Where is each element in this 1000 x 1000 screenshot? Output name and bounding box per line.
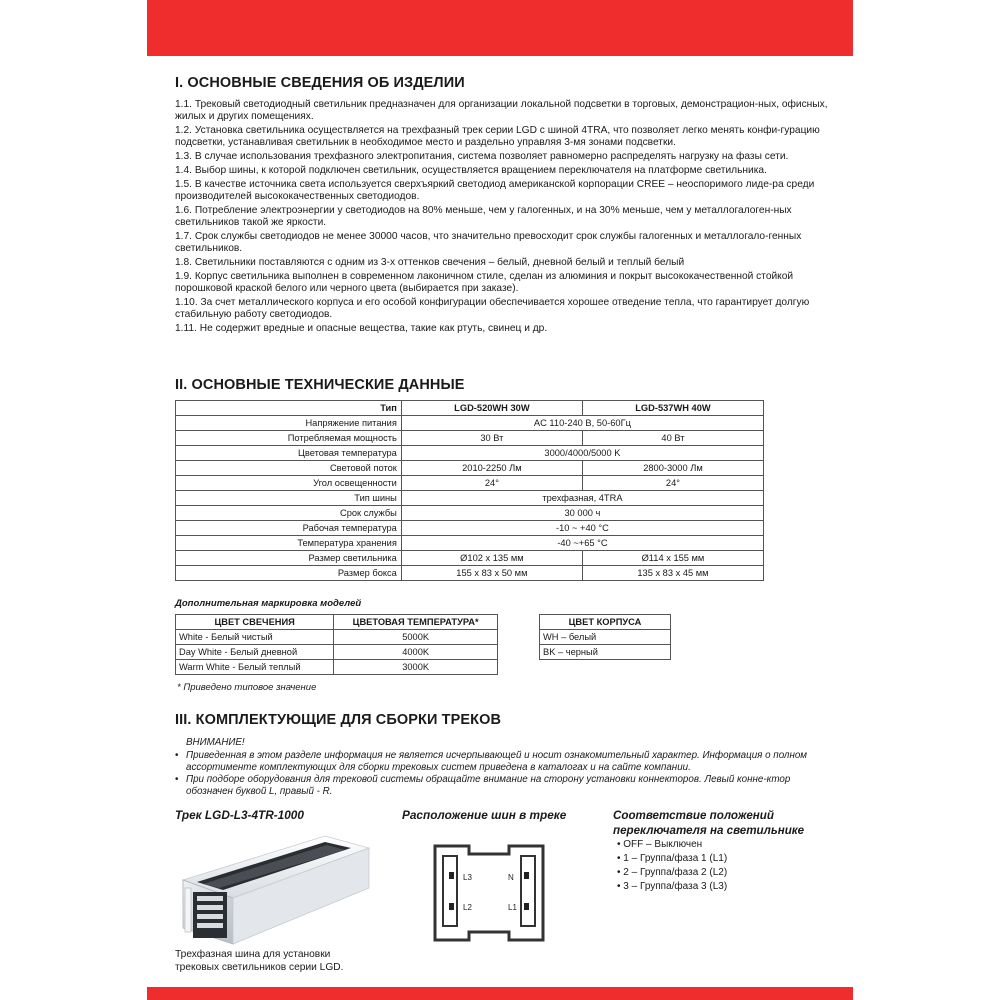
paragraph-1-5: 1.5. В качестве источника света используется сверхъяркий светодиод американской корпорации CREE – неоспоримого лиде-ра среди производителей высококачественных светодиодов. [175, 178, 815, 203]
bottom-red-band [147, 987, 853, 1000]
section1-title: I. ОСНОВНЫЕ СВЕДЕНИЯ ОБ ИЗДЕЛИИ [175, 75, 465, 91]
tech-row-label: Потребляемая мощность [176, 431, 402, 446]
positions-list [613, 838, 804, 894]
glow-header-row [176, 615, 498, 630]
tech-row-label: Размер светильника [176, 551, 402, 566]
glow-header-temperature: ЦВЕТОВАЯ ТЕМПЕРАТУРА* [334, 615, 498, 630]
glow-color-cell: Warm White - Белый теплый [176, 660, 334, 675]
glow-temperature-cell: 5000K [334, 630, 498, 645]
paragraph-1-9: 1.9. Корпус светильника выполнен в современном лаконичном стиле, сделан из алюминия и покрыт высококачественной стойкой порошковой краской белого или черного цвета (выбирается при заказе). [175, 271, 794, 295]
rail-label-l1: L1 [508, 903, 517, 912]
section1-paragraphs [175, 99, 835, 337]
tech-row-value: -40 ~+65 °C [401, 536, 763, 551]
position-item: • 3 – Группа/фаза 3 (L3) [617, 880, 804, 894]
glow-color-cell: Day White - Белый дневной [176, 645, 334, 660]
tech-row-value: 40 Вт [582, 431, 763, 446]
tech-row-value: 30 000 ч [401, 506, 763, 521]
rail-label-l2: L2 [463, 903, 472, 912]
note-item: • При подборе оборудования для трековой системы обращайте внимание на сторону установки коннекторов. Левый конне-ктор обозначен буквой L, правый - R. [175, 774, 825, 798]
tech-row-value: 24° [401, 476, 582, 491]
tech-row-value: 2800-3000 Лм [582, 461, 763, 476]
attention-notes [175, 737, 825, 798]
tech-row-value: 24° [582, 476, 763, 491]
tech-header-label: Тип [176, 401, 402, 416]
tech-header-row [176, 401, 764, 416]
tech-row [176, 491, 764, 506]
paragraph-1-10: 1.10. За счет металлического корпуса и его особой конфигурации обеспечивается хорошее отведение тепла, что гарантирует долгую стабильную работу светодиодов. [175, 297, 810, 321]
body-color-table [539, 614, 671, 660]
attention-label: ВНИМАНИЕ! [186, 737, 245, 748]
track-caption-line-2: трековых светильников серии LGD. [175, 962, 344, 973]
tech-row-value: Ø102 x 135 мм [401, 551, 582, 566]
tech-row-label: Рабочая температура [176, 521, 402, 536]
rail-label-l3: L3 [463, 873, 472, 882]
glow-color-cell: White - Белый чистый [176, 630, 334, 645]
tech-row-value: 3000/4000/5000 K [401, 446, 763, 461]
body-color-header: ЦВЕТ КОРПУСА [540, 615, 671, 630]
positions-title-line-2: переключателя на светильнике [613, 824, 805, 837]
tech-row [176, 536, 764, 551]
tech-row-value: 2010-2250 Лм [401, 461, 582, 476]
track-photo [175, 828, 371, 945]
tech-row-value: Ø114 x 155 мм [582, 551, 763, 566]
tech-row [176, 476, 764, 491]
tech-row-value: 30 Вт [401, 431, 582, 446]
tech-row-label: Световой поток [176, 461, 402, 476]
section2-title: II. ОСНОВНЫЕ ТЕХНИЧЕСКИЕ ДАННЫЕ [175, 377, 465, 393]
body-color-cell: BK – черный [540, 645, 671, 660]
tech-row-label: Напряжение питания [176, 416, 402, 431]
tech-row [176, 446, 764, 461]
paragraph-1-4: 1.4. Выбор шины, к которой подключен светильник, осуществляется вращением переключателя на платформе светильника. [175, 165, 767, 177]
paragraph-1-3: 1.3. В случае использования трехфазного электропитания, система позволяет равномерно распределять нагрузку на фазы сети. [175, 151, 789, 163]
body-color-row [540, 630, 671, 645]
tech-row-label: Тип шины [176, 491, 402, 506]
tech-header-model-2: LGD-537WH 40W [582, 401, 763, 416]
tech-row [176, 551, 764, 566]
glow-row [176, 645, 498, 660]
footnote: * Приведено типовое значение [177, 682, 317, 693]
tech-row-label: Срок службы [176, 506, 402, 521]
tech-row [176, 431, 764, 446]
track-caption [175, 948, 343, 974]
position-item: • OFF – Выключен [617, 838, 804, 852]
track-title: Трек LGD-L3-4TR-1000 [175, 808, 304, 822]
section3-title: III. КОМПЛЕКТУЮЩИЕ ДЛЯ СБОРКИ ТРЕКОВ [175, 712, 502, 728]
tech-row-value: AC 110-240 В, 50-60Гц [401, 416, 763, 431]
body-color-cell: WH – белый [540, 630, 671, 645]
tech-row-value: -10 ~ +40 °C [401, 521, 763, 536]
note-item: • Приведенная в этом разделе информация не является исчерпывающей и носит ознакомительный характер. Информация о полном ассортименте комплектующих для сборки трековых систем приведена в каталогах и на сайте компании. [175, 750, 825, 774]
tech-header-model-1: LGD-520WH 30W [401, 401, 582, 416]
tech-row [176, 521, 764, 536]
paragraph-1-11: 1.11. Не содержит вредные и опасные вещества, такие как ртуть, свинец и др. [175, 323, 548, 335]
paragraph-1-6: 1.6. Потребление электроэнергии у светодиодов на 80% меньше, чем у галогенных, и на 30% меньше, чем у металлогалоген-ных светильников такой же яркости. [175, 205, 792, 229]
tech-row-value: 155 x 83 x 50 мм [401, 566, 582, 581]
glow-temperature-cell: 4000K [334, 645, 498, 660]
tech-row-label: Размер бокса [176, 566, 402, 581]
body-color-header-row [540, 615, 671, 630]
tech-row [176, 566, 764, 581]
tech-row-value: 135 x 83 x 45 мм [582, 566, 763, 581]
tech-row [176, 416, 764, 431]
top-red-band [147, 0, 853, 56]
rails-title: Расположение шин в треке [402, 808, 567, 822]
glow-header-color: ЦВЕТ СВЕЧЕНИЯ [176, 615, 334, 630]
tech-row-label: Температура хранения [176, 536, 402, 551]
track-caption-line-1: Трехфазная шина для установки [175, 949, 331, 960]
tech-row-label: Угол освещенности [176, 476, 402, 491]
glow-color-table [175, 614, 498, 675]
paragraph-1-2: 1.2. Установка светильника осуществляется на трехфазный трек серии LGD с шиной 4TRA, что позволяет легко менять конфи-гурацию подсветки, устанавливая светильник в необходимое место и раздельно управляя 3-мя зонами подсветки. [175, 125, 820, 149]
glow-row [176, 630, 498, 645]
tech-row-label: Цветовая температура [176, 446, 402, 461]
body-color-row [540, 645, 671, 660]
position-item: • 1 – Группа/фаза 1 (L1) [617, 852, 804, 866]
glow-row [176, 660, 498, 675]
positions-title-line-1: Соответствие положений [613, 809, 774, 822]
paragraph-1-7: 1.7. Срок службы светодиодов не менее 30000 часов, что значительно превосходит срок службы галогенных и металлогало-генных светильников. [175, 231, 802, 255]
paragraph-1-8: 1.8. Светильники поставляются с одним из 3-х оттенков свечения – белый, дневной белый и теплый белый [175, 257, 685, 269]
switch-positions [613, 808, 804, 894]
glow-temperature-cell: 3000K [334, 660, 498, 675]
paragraph-1-1: 1.1. Трековый светодиодный светильник предназначен для организации локальной подсветки в торговых, демонстрацион-ных, офисных, жилых и других помещениях. [175, 99, 828, 123]
extra-marking-title: Дополнительная маркировка моделей [175, 598, 362, 609]
rails-diagram [429, 836, 549, 946]
tech-row [176, 461, 764, 476]
tech-row-value: трехфазная, 4TRA [401, 491, 763, 506]
rail-label-n: N [508, 873, 514, 882]
position-item: • 2 – Группа/фаза 2 (L2) [617, 866, 804, 880]
tech-specs-table [175, 400, 764, 581]
tech-row [176, 506, 764, 521]
